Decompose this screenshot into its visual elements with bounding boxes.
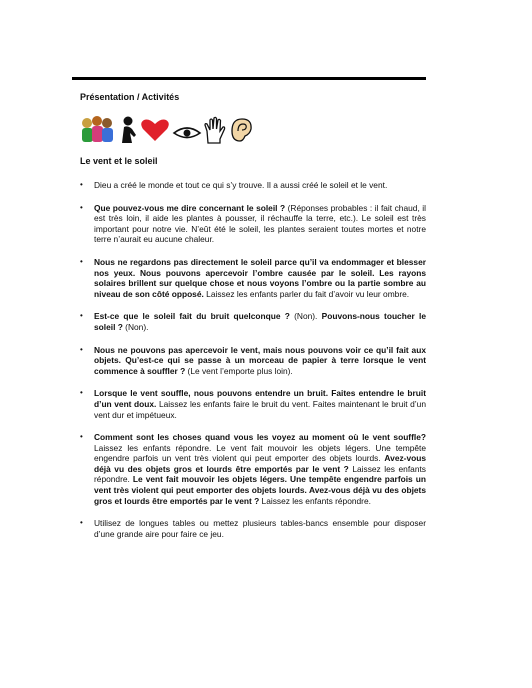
list-item — [80, 388, 426, 420]
bold-text: Avez-vous déjà vu des objets gros et lourds être emportés par le vent ? — [94, 453, 426, 474]
bold-text: Comment sont les choses quand vous les voyez au moment où le vent souffle? — [94, 432, 426, 443]
bullet-icon: • — [80, 311, 83, 321]
bold-text: Nous ne pouvons pas apercevoir le vent, mais nous pouvons voir ce qu’il fait aux objets. Qu’est-ce qui se passe à un morceau de papier à terre lorsque le vent commence à souffler ? — [94, 344, 426, 376]
body-text: Laissez les enfants répondre. — [94, 463, 426, 485]
list-item — [80, 518, 426, 539]
subheading: Le vent et le soleil — [80, 156, 158, 166]
ear-icon — [232, 119, 251, 141]
bullet-icon: • — [80, 344, 83, 354]
bullet-icon: • — [80, 518, 83, 528]
bold-text: Le vent fait mouvoir les objets légers. Une tempête engendre parfois un vent très violent qui peut emporter des objets lourds. Avez-vous déjà vu des objets gros et lourds être emportés par le vent ? — [94, 474, 426, 506]
body-text: (Le vent l’emporte plus loin). — [185, 365, 293, 376]
bullet-icon: • — [80, 256, 83, 266]
bold-text: Nous ne regardons pas directement le soleil parce qu’il va endommager et blesser nos yeux. Nous pouvons apercevoir l’ombre causée par le soleil. Les rayons solaires brillent sur quelque chose et nous voyons l’ombre ou la partie sombre au niveau de son côté opposé. — [94, 256, 426, 299]
body-text: Dieu a créé le monde et tout ce qui s’y trouve. Il a aussi créé le soleil et le vent. — [94, 180, 388, 190]
bullet-icon: • — [80, 432, 83, 442]
list-item — [80, 180, 426, 191]
list-item — [80, 432, 426, 506]
heart-icon — [141, 120, 169, 142]
body-text: Laissez les enfants faire le bruit du vent. Faites maintenant le bruit d’un vent dur et impétueux. — [94, 398, 426, 420]
body-text: (Réponses probables : il fait chaud, il est très loin, il aide les plantes à pousser, il réchauffe la terre, etc.). Le soleil est très important pour notre vie. N’eût été le soleil, les plantes seraient toutes mortes et notre terre n’aurait eu aucune chaleur. — [94, 202, 426, 245]
bold-text: Pouvons-nous toucher le soleil ? — [94, 311, 426, 332]
bullet-icon: • — [80, 202, 83, 212]
bold-text: Lorsque le vent souffle, nous pouvons entendre un bruit. Faites entendre le bruit d’un vent doux. — [94, 388, 426, 409]
praying-figure-icon — [122, 117, 136, 144]
top-rule — [72, 77, 426, 80]
body-text: Laissez les enfants parler du fait d’avoir vu leur ombre. — [203, 288, 410, 299]
body-text: Utilisez de longues tables ou mettez plusieurs tables-bancs ensemble pour disposer d’une grande aire pour faire ce jeu. — [94, 518, 426, 539]
bullet-icon: • — [80, 388, 83, 398]
body-text: (Non). — [289, 311, 322, 322]
body-text: (Non). — [122, 321, 149, 332]
children-group-icon — [82, 116, 113, 142]
bullet-list — [80, 180, 426, 539]
list-item — [80, 311, 426, 332]
eye-icon — [174, 128, 200, 138]
list-item — [80, 257, 426, 299]
body-text: Laissez les enfants répondre. Le vent fait mouvoir les objets légers. Une tempête engendre parfois un vent très violent qui peut emporter des objets lourds. — [94, 442, 426, 464]
list-item — [80, 203, 426, 245]
bullet-icon: • — [80, 180, 83, 189]
icon-strip — [80, 115, 270, 145]
bold-text: Que pouvez-vous me dire concernant le soleil ? — [94, 202, 286, 213]
hand-icon — [205, 117, 225, 143]
body-text: Laissez les enfants répondre. — [259, 495, 371, 506]
bold-text: Est-ce que le soleil fait du bruit quelconque ? — [94, 311, 290, 322]
list-item — [80, 345, 426, 377]
section-title: Présentation / Activités — [80, 92, 180, 102]
